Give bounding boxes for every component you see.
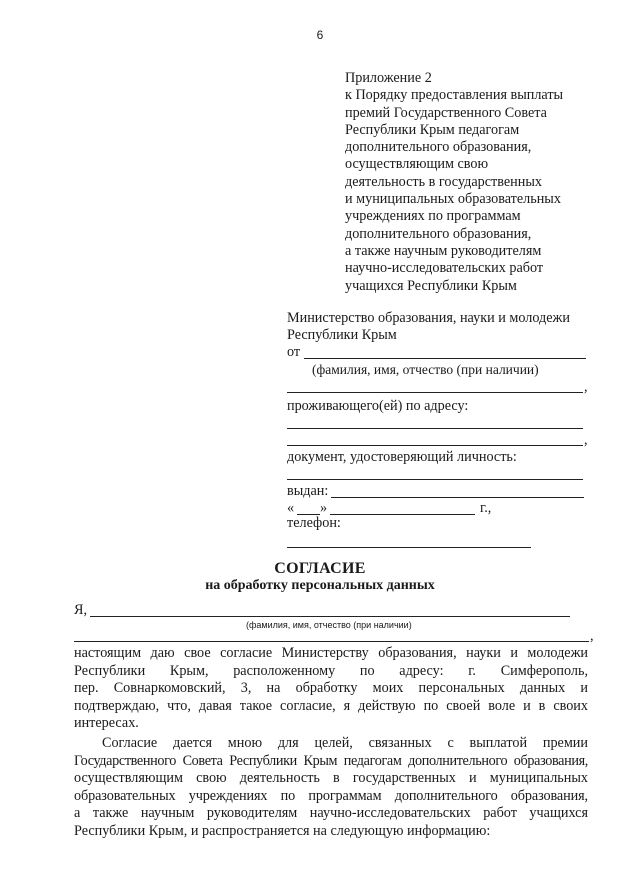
appendix-line: дополнительного образования, — [345, 139, 532, 156]
date-open-quote: « — [287, 500, 295, 516]
comma: , — [584, 379, 588, 395]
paragraph-line: Согласие дается мною для целей, связанных с выплатой премии — [102, 735, 588, 751]
consent-fio-fill-line-2[interactable] — [74, 641, 589, 642]
addressee-line-2: Республики Крым — [287, 327, 397, 343]
appendix-line: дополнительного образования, — [345, 225, 532, 242]
appendix-line: а также научным руководителям — [345, 242, 542, 259]
paragraph-line: подтверждаю, что, давая такое согласие, я действую по своей воле и в своих — [74, 697, 588, 714]
phone-label: телефон: — [287, 515, 341, 531]
paragraph-line: Республики Крым, и распространяется на следующую информацию: — [74, 822, 491, 839]
appendix-block — [345, 70, 615, 295]
document-title: СОГЛАСИЕ — [274, 560, 366, 577]
appendix-line: премий Государственного Совета — [345, 104, 547, 121]
issued-label: выдан: — [287, 483, 329, 499]
residing-label: проживающего(ей) по адресу: — [287, 398, 469, 414]
comma: , — [590, 628, 594, 644]
appendix-line: учреждениях по программам — [345, 208, 521, 225]
appendix-line: Республики Крым педагогам — [345, 121, 520, 138]
address-fill-line-2[interactable] — [287, 445, 583, 446]
paragraph-line: осуществляющим свою деятельность в государственных и муниципальных — [74, 770, 588, 787]
paragraph-line: Республики Крым, расположенному по адресу: г. Симферополь, — [74, 662, 588, 679]
consent-fio-fill-line[interactable] — [90, 616, 570, 617]
appendix-line: осуществляющим свою — [345, 156, 489, 173]
from-label: от — [287, 344, 301, 360]
document-label: документ, удостоверяющий личность: — [287, 449, 517, 465]
consent-paragraph-1 — [74, 645, 588, 733]
phone-fill-line[interactable] — [287, 547, 531, 548]
document-fill-line[interactable] — [287, 479, 583, 480]
appendix-line: учащихся Республики Крым — [345, 277, 517, 294]
appendix-line: Приложение 2 — [345, 70, 432, 86]
paragraph-line: Государственного Совета Республики Крым педагогам дополнительного образования, — [74, 752, 588, 769]
date-close-quote: » — [320, 500, 328, 516]
i-label: Я, — [74, 602, 88, 618]
date-month-fill-line[interactable] — [330, 514, 475, 515]
appendix-line: к Порядку предоставления выплаты — [345, 87, 564, 104]
paragraph-line: пер. Совнаркомовский, 3, на обработку моих персональных данных и — [74, 680, 588, 697]
address-fill-line-1[interactable] — [287, 428, 583, 429]
appendix-line: и муниципальных образовательных — [345, 191, 561, 208]
comma: , — [584, 432, 588, 448]
consent-paragraph-2 — [74, 735, 588, 841]
appendix-line: деятельность в государственных — [345, 173, 542, 190]
appendix-line: научно-исследовательских работ — [345, 260, 544, 277]
fio-fill-line[interactable] — [287, 392, 583, 393]
addressee-line-1: Министерство образования, науки и молодежи — [287, 310, 570, 326]
document-subtitle: на обработку персональных данных — [205, 578, 435, 593]
page-number: 6 — [316, 28, 324, 42]
paragraph-line: интересах. — [74, 715, 139, 732]
paragraph-line: образовательных учреждениях по программам дополнительного образования, — [74, 787, 588, 804]
paragraph-line: а также научным руководителям научно-исследовательских работ учащихся — [74, 805, 588, 822]
year-suffix: г., — [480, 500, 492, 516]
fio-hint: (фамилия, имя, отчество (при наличии) — [312, 362, 539, 377]
from-fill-line[interactable] — [304, 358, 586, 359]
paragraph-line: настоящим даю свое согласие Министерству образования, науки и молодежи — [74, 645, 588, 661]
consent-fio-hint: (фамилия, имя, отчество (при наличии) — [246, 620, 412, 630]
issued-fill-line[interactable] — [331, 497, 584, 498]
